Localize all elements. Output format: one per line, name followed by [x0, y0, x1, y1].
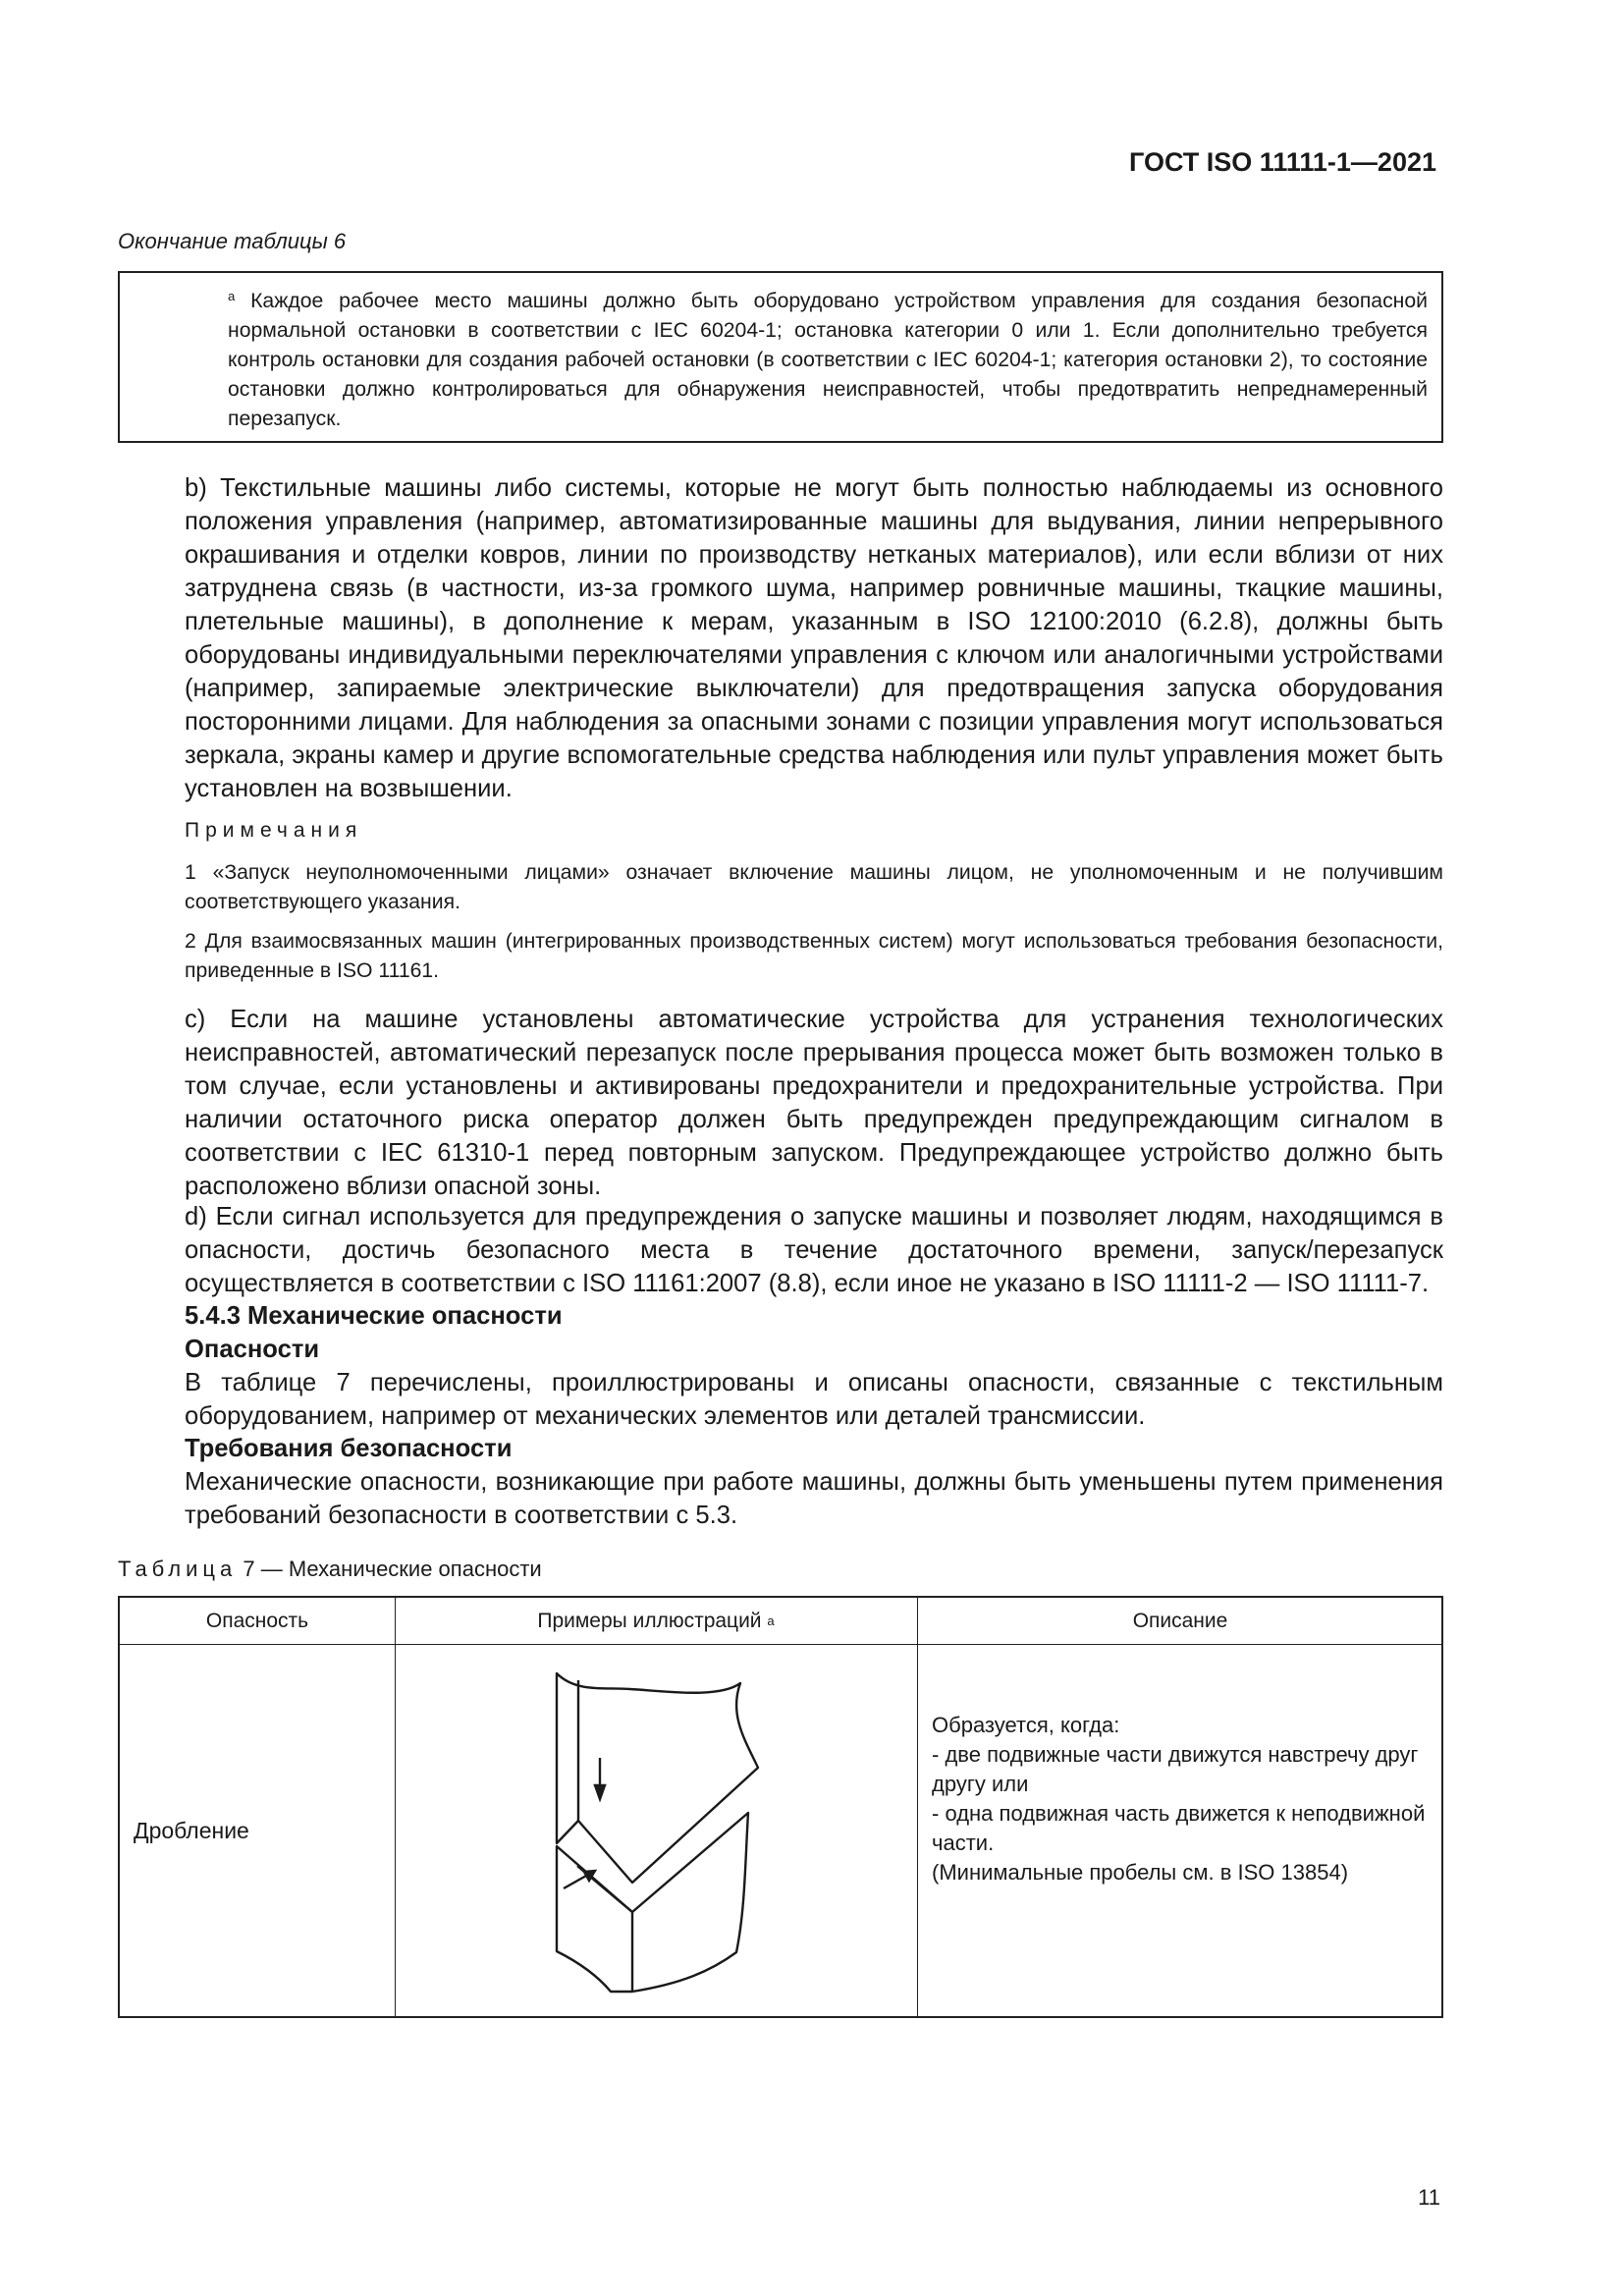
paragraph-b-text: b) Текстильные машины либо системы, которые не могут быть полностью наблюдаемы из основного положения управления (например, автоматизированные машины для выдувания, линии непрерывного окрашивания и отделки ковров, линии по производству нетканых материалов), или если вблизи от них затруднена связь (в частности, из-за громкого шума, например ровничные машины, ткацкие машины, плетельные машины), в дополнение к мерам, указанным в ISO 12100:2010 (6.2.8), должны быть оборудованы индивидуальными переключателями управления с ключом или аналогичными устройствами (например, запираемые электрические выключатели) для предотвращения запуска оборудования посторонними лицами. Для наблюдения за опасными зонами с позиции управления могут использоваться зеркала, экраны камер и другие вспомогательные средства наблюдения или пульт управления может быть установлен на возвышении. — [185, 474, 1444, 802]
column-divider — [395, 1598, 396, 2016]
note-1 — [118, 858, 1443, 917]
header-illustration: Примеры иллюстраций a — [537, 1609, 775, 1632]
hazards-paragraph-text: В таблице 7 перечислены, проиллюстрированы и описаны опасности, связанные с текстильным оборудованием, например от механических элементов или деталей трансмиссии. — [185, 1369, 1443, 1430]
paragraph-d — [118, 1200, 1443, 1300]
subheading-hazards: Опасности — [185, 1336, 320, 1363]
description-cell — [932, 1711, 1433, 1887]
lower-part-edge — [577, 1866, 632, 1992]
document-header: ГОСТ ISO 11111-1—2021 — [1129, 147, 1436, 177]
requirements-paragraph — [118, 1465, 1443, 1532]
crushing-diagram — [405, 1662, 915, 2007]
notes-title: Примечания — [185, 819, 363, 842]
header-description: Описание — [1132, 1609, 1228, 1632]
hazards-table — [118, 1596, 1443, 2018]
footnote-text: Каждое рабочее место машины должно быть оборудовано устройством управления для создания безопасной нормальной остановки в соответствии с IEC 60204-1; остановка категории 0 или 1. Если дополнительно требуется контроль остановки для создания рабочей остановки (в соответствии с IEC 60204-1; категория остановки 2), то состояние остановки должно контролироваться для обнаружения неисправностей, чтобы предотвратить непреднамеренный перезапуск. — [228, 290, 1428, 430]
page-number: 11 — [1418, 2185, 1440, 2210]
footnote-marker: a — [228, 288, 236, 303]
paragraph-d-text: d) Если сигнал используется для предупреждения о запуске машины и позволяет людям, находящимся в опасности, достичь безопасного места в течение достаточного времени, запуск/перезапуск осуществляется в соответствии с ISO 11161:2007 (8.8), если иное не указано в ISO 11111-2 — ISO 11111-7. — [185, 1203, 1443, 1297]
footnote — [135, 287, 1428, 434]
crushing-illustration — [405, 1662, 915, 2007]
hazards-paragraph — [118, 1366, 1443, 1433]
column-divider — [917, 1598, 918, 2016]
table-caption — [118, 1557, 542, 1582]
paragraph-b — [118, 471, 1443, 805]
hazard-cell: Дробление — [134, 1818, 249, 1843]
subheading-requirements: Требования безопасности — [185, 1435, 513, 1462]
note-1-text: 1 «Запуск неуполномоченными лицами» означает включение машины лицом, не уполномоченным и не получившим соответствующего указания. — [185, 861, 1443, 913]
upper-part-outline — [557, 1673, 758, 1883]
section-heading: 5.4.3 Механические опасности — [185, 1302, 563, 1330]
paragraph-c — [118, 1003, 1443, 1203]
description-line: - две подвижные части движутся навстречу друг другу или — [932, 1742, 1419, 1796]
table-continuation-label: Окончание таблицы 6 — [118, 229, 347, 253]
header-divider — [120, 1644, 1441, 1645]
header-illustration-text: Примеры иллюстраций — [537, 1609, 762, 1632]
table-caption-text: 7 — Механические опасности — [243, 1557, 542, 1581]
header-hazard: Опасность — [205, 1609, 309, 1632]
description-line: Образуется, когда: — [932, 1713, 1120, 1737]
description-line: - одна подвижная часть движется к неподвижной части. — [932, 1801, 1426, 1855]
note-2-text: 2 Для взаимосвязанных машин (интегрированных производственных систем) могут использоваться требования безопасности, приведенные в ISO 11161. — [185, 930, 1443, 982]
description-line: (Минимальные пробелы см. в ISO 13854) — [932, 1860, 1349, 1885]
note-2 — [118, 927, 1443, 986]
lower-part-outline — [557, 1813, 748, 1992]
arrowhead-down-icon — [595, 1785, 605, 1799]
paragraph-c-text: c) Если на машине установлены автоматические устройства для устранения технологических неисправностей, автоматический перезапуск после прерывания процесса может быть возможен только в том случае, если установлены и активированы предохранители и предохранительные устройства. При наличии остаточного риска оператор должен быть предупрежден предупреждающим сигналом в соответствии с IEC 61310-1 перед повторным запуском. Предупреждающее устройство должно быть расположено вблизи опасной зоны. — [185, 1006, 1443, 1200]
table-caption-prefix: Таблица — [118, 1557, 238, 1581]
requirements-paragraph-text: Механические опасности, возникающие при работе машины, должны быть уменьшены путем применения требований безопасности в соответствии с 5.3. — [185, 1468, 1443, 1529]
table-footnote-box — [118, 271, 1443, 443]
